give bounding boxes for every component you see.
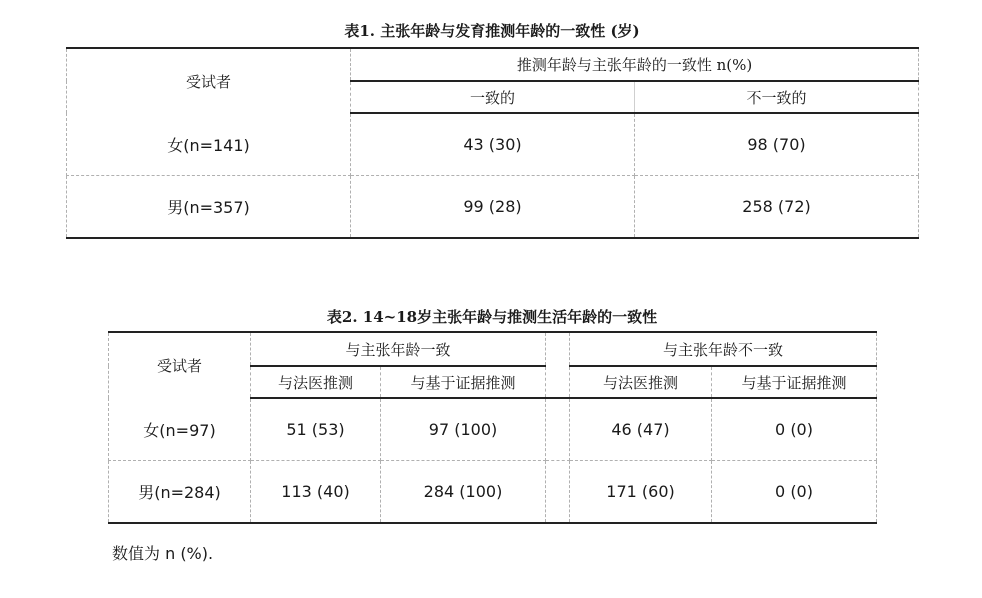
- table2-group-header: 与主张年龄不一致: [570, 332, 877, 366]
- table1-value-cell: 258 (72): [635, 176, 919, 239]
- table-row: [67, 176, 919, 239]
- table2-caption: 表2. 14~18岁主张年龄与推测生活年龄的一致性: [326, 308, 658, 326]
- table2-value-cell: 97 (100): [381, 398, 546, 461]
- table-row: [67, 113, 919, 176]
- table2-spacer-cell: [546, 332, 570, 366]
- table2-value-cell: 171 (60): [570, 461, 712, 524]
- table-row: [109, 461, 877, 524]
- table1-column-header: 一致的: [351, 81, 635, 113]
- table1: [66, 47, 919, 239]
- table2: [108, 331, 877, 524]
- table2-spacer-cell: [546, 398, 570, 461]
- table2-value-cell: 284 (100): [381, 461, 546, 524]
- table2-subject-cell: 男(n=284): [109, 461, 251, 524]
- table-footnote: 数值为 n (%).: [112, 544, 214, 563]
- table-row: [109, 398, 877, 461]
- table2-column-header: 与法医推测: [251, 366, 381, 398]
- table1-subject-cell: 男(n=357): [67, 176, 351, 239]
- table1-value-cell: 98 (70): [635, 113, 919, 176]
- table1-caption: 表1. 主张年龄与发育推测年龄的一致性 (岁): [344, 22, 640, 40]
- table1-group-header: 推测年龄与主张年龄的一致性 n(%): [351, 48, 919, 81]
- table2-subject-cell: 女(n=97): [109, 398, 251, 461]
- table1-value-cell: 99 (28): [351, 176, 635, 239]
- table2-spacer-cell: [546, 366, 570, 398]
- table2-value-cell: 51 (53): [251, 398, 381, 461]
- table1-subject-cell: 女(n=141): [67, 113, 351, 176]
- table1-subject-header: 受试者: [67, 48, 351, 113]
- table2-group-header: 与主张年龄一致: [251, 332, 546, 366]
- table2-column-header: 与基于证据推测: [712, 366, 877, 398]
- table1-value-cell: 43 (30): [351, 113, 635, 176]
- table2-value-cell: 0 (0): [712, 461, 877, 524]
- table2-subject-header: 受试者: [109, 332, 251, 398]
- table2-spacer-cell: [546, 461, 570, 524]
- table2-value-cell: 46 (47): [570, 398, 712, 461]
- table2-column-header: 与法医推测: [570, 366, 712, 398]
- table2-value-cell: 113 (40): [251, 461, 381, 524]
- table2-column-header: 与基于证据推测: [381, 366, 546, 398]
- table2-value-cell: 0 (0): [712, 398, 877, 461]
- table1-column-header: 不一致的: [635, 81, 919, 113]
